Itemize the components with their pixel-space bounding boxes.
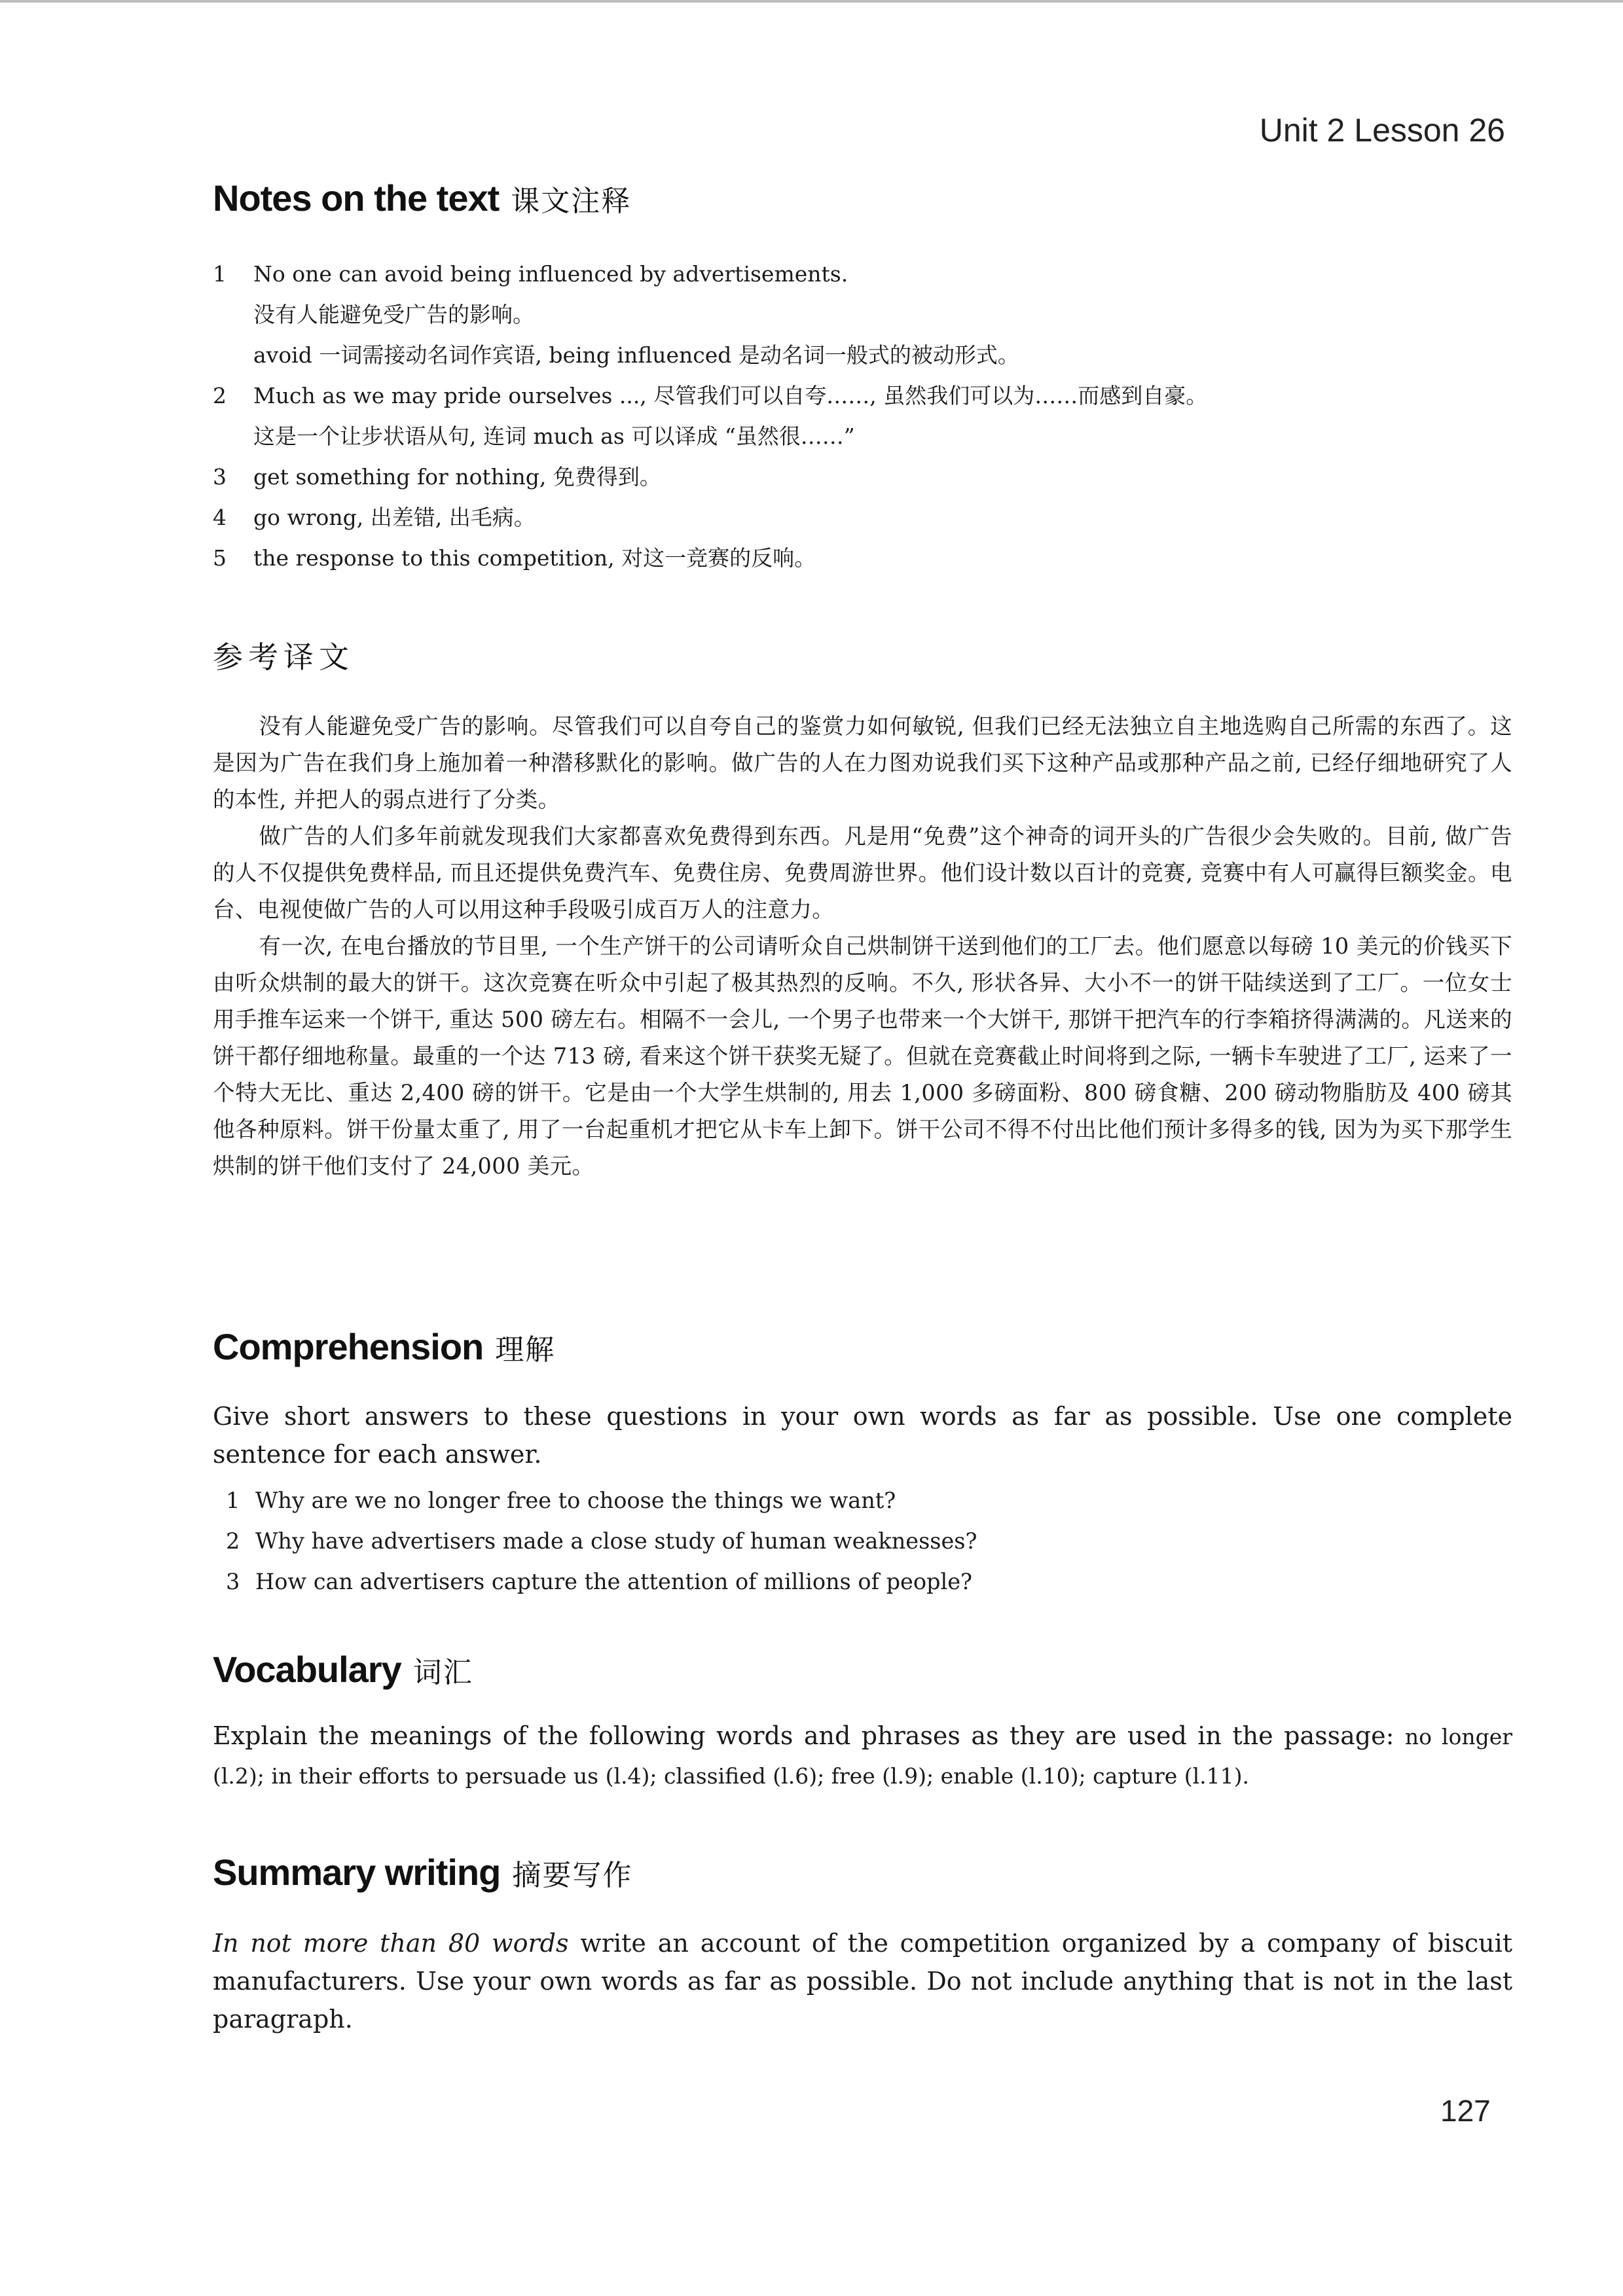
comprehension-heading-en: Comprehension <box>213 1326 484 1367</box>
vocabulary-heading-en: Vocabulary <box>213 1649 401 1690</box>
vocabulary-heading-cn: 词汇 <box>412 1656 473 1689</box>
notes-heading-cn: 课文注释 <box>511 185 632 218</box>
running-header: Unit 2 Lesson 26 <box>1259 112 1505 149</box>
translation-body <box>213 708 1512 1185</box>
comprehension-heading-cn: 理解 <box>495 1333 556 1367</box>
summary-heading-en: Summary writing <box>213 1852 501 1893</box>
vocabulary-instructions <box>213 1717 1512 1795</box>
summary-instructions <box>213 1924 1512 2038</box>
notes-heading <box>213 177 631 219</box>
translation-paragraph-1: 没有人能避免受广告的影响。尽管我们可以自夸自己的鉴赏力如何敏锐, 但我们已经无法独立自主地选购自己所需的东西了。这是因为广告在我们身上施加着一种潜移默化的影响。做广告的人在力图劝说我们买下这种产品或那种产品之前, 已经仔细地研究了人的本性, 并把人的弱点进行了分类。 <box>213 713 1512 812</box>
notes-list <box>213 254 1457 579</box>
question-number: 1 <box>226 1488 240 1513</box>
note-number: 4 <box>213 505 227 530</box>
vocabulary-intro: Explain the meanings of the following words and phrases as they are used in the passage: <box>213 1721 1395 1750</box>
note-item-2 <box>213 376 1457 416</box>
note-explanation: avoid 一词需接动名词作宾语, being influenced 是动名词一般式的被动形式。 <box>253 342 1019 368</box>
vocabulary-heading <box>213 1648 473 1691</box>
question-list <box>226 1480 1470 1602</box>
note-item-1 <box>213 254 1457 295</box>
note-translation: 没有人能避免受广告的影响。 <box>253 302 534 327</box>
note-number: 1 <box>213 261 227 287</box>
question-item <box>226 1521 1470 1562</box>
note-item-4 <box>213 497 1457 538</box>
note-item-5 <box>213 538 1457 579</box>
note-text: the response to this competition, 对这一竞赛的反响。 <box>253 545 816 571</box>
translation-heading: 参考译文 <box>213 639 354 675</box>
summary-word-limit: In not more than 80 words <box>213 1929 569 1958</box>
summary-heading-cn: 摘要写作 <box>512 1859 633 1892</box>
summary-heading <box>213 1851 632 1893</box>
comprehension-instructions: Give short answers to these questions in your own words as far as possible. Use one complete sentence for each answer. <box>213 1402 1512 1469</box>
note-text: go wrong, 出差错, 出毛病。 <box>253 505 536 530</box>
note-explanation: 这是一个让步状语从句, 连词 much as 可以译成 “虽然很……” <box>253 423 855 449</box>
note-text: No one can avoid being influenced by advertisements. <box>253 261 848 287</box>
vocabulary-terms: no longer (l.2); in their efforts to persuade us (l.4); classified (l.6); free (l.9); enable (l.10); capture (l.11). <box>213 1724 1512 1789</box>
note-item-3 <box>213 457 1457 497</box>
note-number: 2 <box>213 383 227 408</box>
question-number: 2 <box>226 1528 240 1554</box>
note-text: Much as we may pride ourselves ..., 尽管我们可以自夸……, 虽然我们可以为……而感到自豪。 <box>253 383 1208 408</box>
note-number: 5 <box>213 545 227 571</box>
translation-paragraph-3: 有一次, 在电台播放的节目里, 一个生产饼干的公司请听众自己烘制饼干送到他们的工厂去。他们愿意以每磅 10 美元的价钱买下由听众烘制的最大的饼干。这次竞赛在听众中引起了极其热烈的反响。不久, 形状各异、大小不一的饼干陆续送到了工厂。一位女士用手推车运来一个饼干, 重达 500 磅左右。相隔不一会儿, 一个男子也带来一个大饼干, 那饼干把汽车的行李箱挤得满满的。凡送来的饼干都仔细地称量。最重的一个达 713 磅, 看来这个饼干获奖无疑了。但就在竞赛截止时间将到之际, 一辆卡车驶进了工厂, 运来了一个特大无比、重达 2,400 磅的饼干。它是由一个大学生烘制的, 用去 1,000 多磅面粉、800 磅食糖、200 磅动物脂肪及 400 磅其他各种原料。饼干份量太重了, 用了一台起重机才把它从卡车上卸下。饼干公司不得不付出比他们预计多得多的钱, 因为为买下那学生烘制的饼干他们支付了 24,000 美元。 <box>213 933 1512 1179</box>
note-number: 3 <box>213 464 227 490</box>
question-text: How can advertisers capture the attention of millions of people? <box>255 1569 972 1594</box>
note-text: get something for nothing, 免费得到。 <box>253 464 661 490</box>
notes-heading-en: Notes on the text <box>213 177 500 219</box>
question-item <box>226 1480 1470 1521</box>
question-item <box>226 1562 1470 1602</box>
page-number: 127 <box>1440 2094 1491 2128</box>
question-text: Why have advertisers made a close study of human weaknesses? <box>255 1528 977 1554</box>
question-text: Why are we no longer free to choose the things we want? <box>255 1488 896 1513</box>
summary-task: write an account of the competition organized by a company of biscuit manufacturers. Use your own words as far as possible. Do not include anything that is not in the last paragraph. <box>213 1929 1512 2034</box>
question-number: 3 <box>226 1569 240 1594</box>
translation-paragraph-2: 做广告的人们多年前就发现我们大家都喜欢免费得到东西。凡是用“免费”这个神奇的词开头的广告很少会失败的。目前, 做广告的人不仅提供免费样品, 而且还提供免费汽车、免费住房、免费周游世界。他们设计数以百计的竞赛, 竞赛中有人可赢得巨额奖金。电台、电视使做广告的人可以用这种手段吸引成百万人的注意力。 <box>213 823 1512 922</box>
comprehension-heading <box>213 1325 555 1368</box>
top-border <box>0 0 1623 3</box>
